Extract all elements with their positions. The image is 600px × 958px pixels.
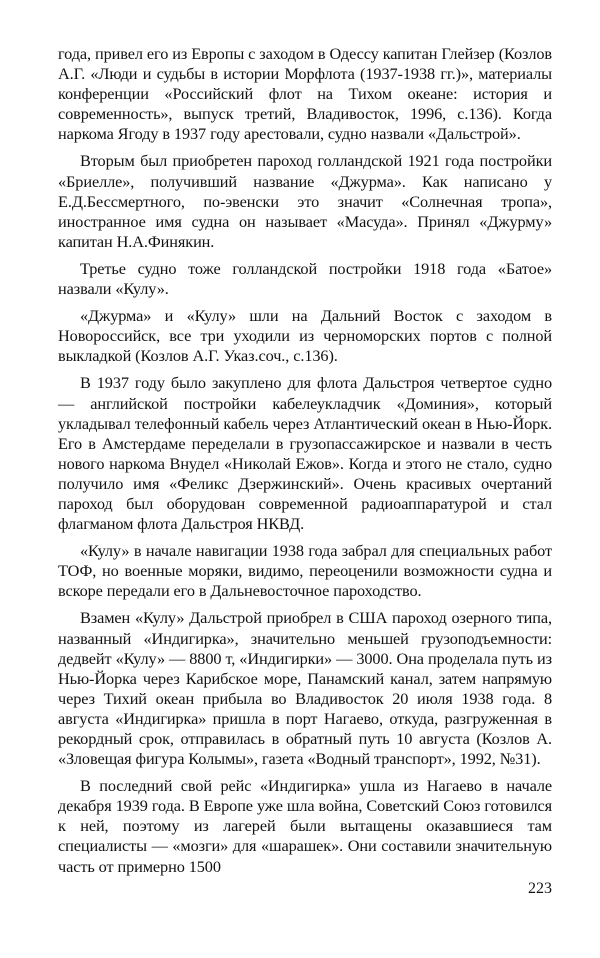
paragraph-6: «Кулу» в начале навигации 1938 года забрал для специальных работ ТОФ, но военные моряки, видимо, переоценили возможности судна и вскоре передали его в Дальневосточное пароходство. <box>58 541 552 601</box>
paragraph-3: Третье судно тоже голландской постройки 1918 года «Батое» назвали «Кулу». <box>58 258 552 299</box>
paragraph-8: В последний свой рейс «Индигирка» ушла из Нагаево в начале декабря 1939 года. В Европе уже шла война, Советский Союз готовился к ней, поэтому из лагерей были вытащены оказавшиеся там специалисты — «мозги» для «шарашек». Они составили значительную часть от примерно 1500 <box>58 776 552 876</box>
paragraph-5: В 1937 году было закуплено для флота Дальстроя четвертое судно — английской постройки кабелеукладчик «Доминия», который укладывал телефонный кабель через Атлантический океан в Нью-Йорк. Его в Амстердаме переделали в грузопассажирское и назвали в честь нового наркома Внудел «Николай Ежов». Когда и этого не стало, судно получило имя «Феликс Дзержинский». Очень красивых очертаний пароход был оборудован современной радиоаппаратурой и стал флагманом флота Дальстроя НКВД. <box>58 373 552 534</box>
paragraph-2: Вторым был приобретен пароход голландской 1921 года постройки «Бриелле», получивший название «Джурма». Как написано у Е.Д.Бессмертного, по-эвенски это значит «Солнечная тропа», иностранное имя судна он называет «Масуда». Принял «Джурму» капитан Н.А.Финякин. <box>58 151 552 251</box>
paragraph-7: Взамен «Кулу» Дальстрой приобрел в США пароход озерного типа, названный «Индигирка», значительно меньшей грузоподъемности: дедвейт «Кулу» — 8800 т, «Индигирки» — 3000. Она проделала путь из Нью-Йорка через Карибское море, Панамский канал, затем напрямую через Тихий океан прибыла во Владивосток 20 июля 1938 года. 8 августа «Индигирка» пришла в порт Нагаево, откуда, разгруженная в рекордный срок, отправилась в обратный путь 10 августа (Козлов А. «Зловещая фигура Колымы», газета «Водный транспорт», 1992, №31). <box>58 608 552 769</box>
book-page <box>58 44 552 884</box>
paragraph-4: «Джурма» и «Кулу» шли на Дальний Восток с заходом в Новороссийск, все три уходили из черноморских портов с полной выкладкой (Козлов А.Г. Указ.соч., с.136). <box>58 306 552 366</box>
page-number: 223 <box>528 880 552 897</box>
paragraph-1: года, привел его из Европы с заходом в Одессу капитан Глейзер (Козлов А.Г. «Люди и судьбы в истории Морфлота (1937-1938 гг.)», материалы конференции «Российский флот на Тихом океане: история и современность», выпуск третий, Владивосток, 1996, с.136). Когда наркома Ягоду в 1937 году арестовали, судно назвали «Дальстрой». <box>58 44 552 144</box>
